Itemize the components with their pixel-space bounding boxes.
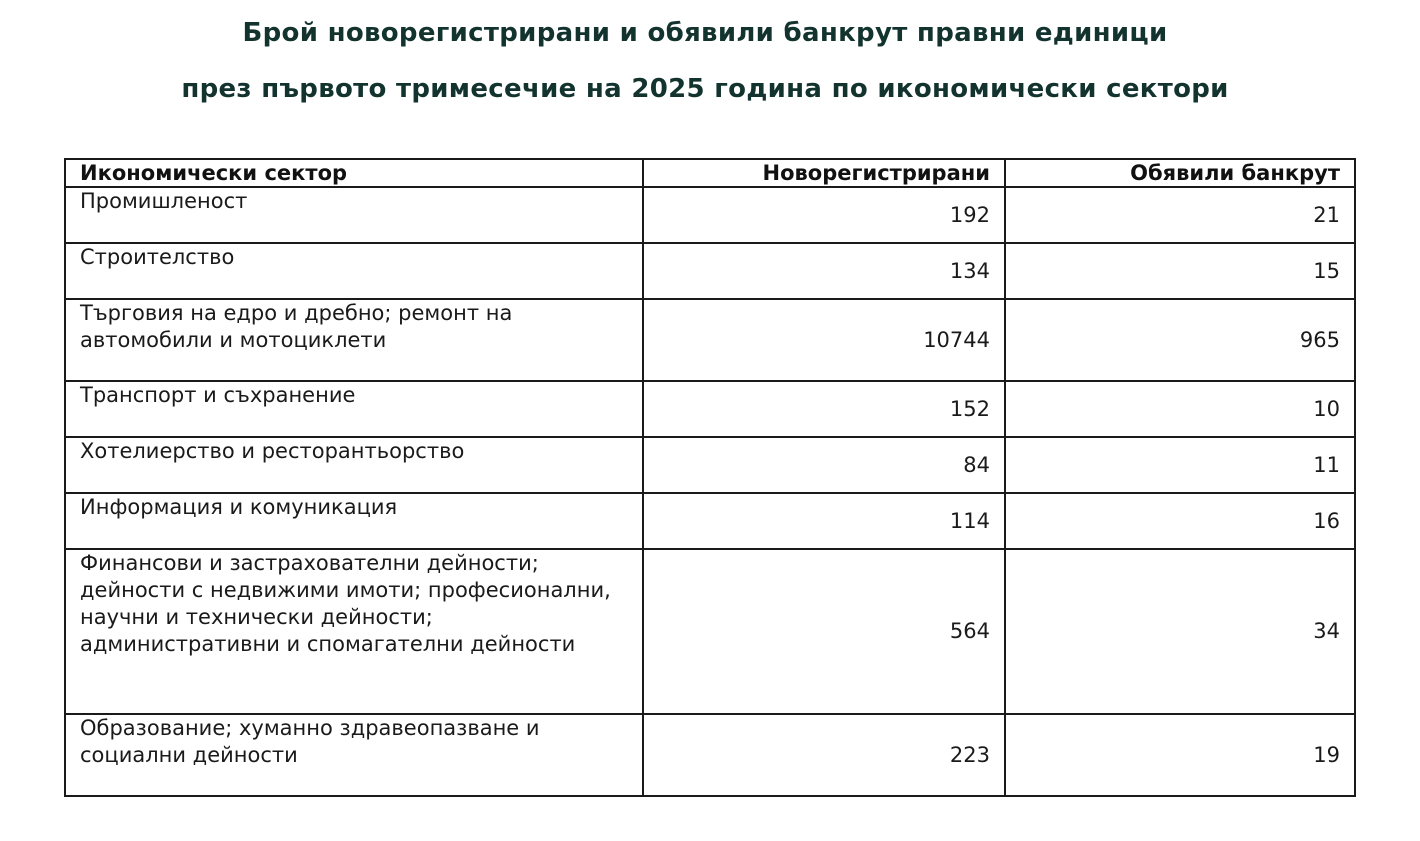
bankrupt-count-cell: 965 <box>1005 299 1355 381</box>
bankrupt-count-cell: 11 <box>1005 437 1355 493</box>
new-count-cell: 134 <box>643 243 1005 299</box>
table-row <box>65 187 1355 243</box>
header-new: Новорегистрирани <box>643 159 1005 187</box>
sector-table <box>64 158 1356 797</box>
sector-cell: Промишленост <box>65 187 643 243</box>
table-row <box>65 243 1355 299</box>
sector-cell: Транспорт и съхранение <box>65 381 643 437</box>
title-line-1: Брой новорегистрирани и обявили банкрут правни единици <box>242 18 1168 48</box>
sector-cell: Хотелиерство и ресторантьорство <box>65 437 643 493</box>
new-count-cell: 84 <box>643 437 1005 493</box>
table-row <box>65 299 1355 381</box>
new-count-cell: 10744 <box>643 299 1005 381</box>
sector-cell: Образование; хуманно здравеопазване и социални дейности <box>65 714 643 796</box>
bankrupt-count-cell: 21 <box>1005 187 1355 243</box>
bankrupt-count-cell: 34 <box>1005 549 1355 714</box>
sector-cell: Информация и комуникация <box>65 493 643 549</box>
bankrupt-count-cell: 19 <box>1005 714 1355 796</box>
bankrupt-count-cell: 10 <box>1005 381 1355 437</box>
new-count-cell: 152 <box>643 381 1005 437</box>
sector-cell: Финансови и застрахователни дейности; дейности с недвижими имоти; професионални, научни и технически дейности; административни и спомагателни дейности <box>65 549 643 714</box>
table-row <box>65 437 1355 493</box>
bankrupt-count-cell: 15 <box>1005 243 1355 299</box>
new-count-cell: 192 <box>643 187 1005 243</box>
table-row <box>65 549 1355 714</box>
bankrupt-count-cell: 16 <box>1005 493 1355 549</box>
new-count-cell: 223 <box>643 714 1005 796</box>
table-row <box>65 714 1355 796</box>
header-bankrupt: Обявили банкрут <box>1005 159 1355 187</box>
header-sector: Икономически сектор <box>65 159 643 187</box>
new-count-cell: 114 <box>643 493 1005 549</box>
table-row <box>65 381 1355 437</box>
table-header-row <box>65 159 1355 187</box>
title-line-2: през първото тримесечие на 2025 година по икономически сектори <box>181 74 1229 104</box>
sector-cell: Строителство <box>65 243 643 299</box>
sector-cell: Търговия на едро и дребно; ремонт на автомобили и мотоциклети <box>65 299 643 381</box>
table-row <box>65 493 1355 549</box>
new-count-cell: 564 <box>643 549 1005 714</box>
